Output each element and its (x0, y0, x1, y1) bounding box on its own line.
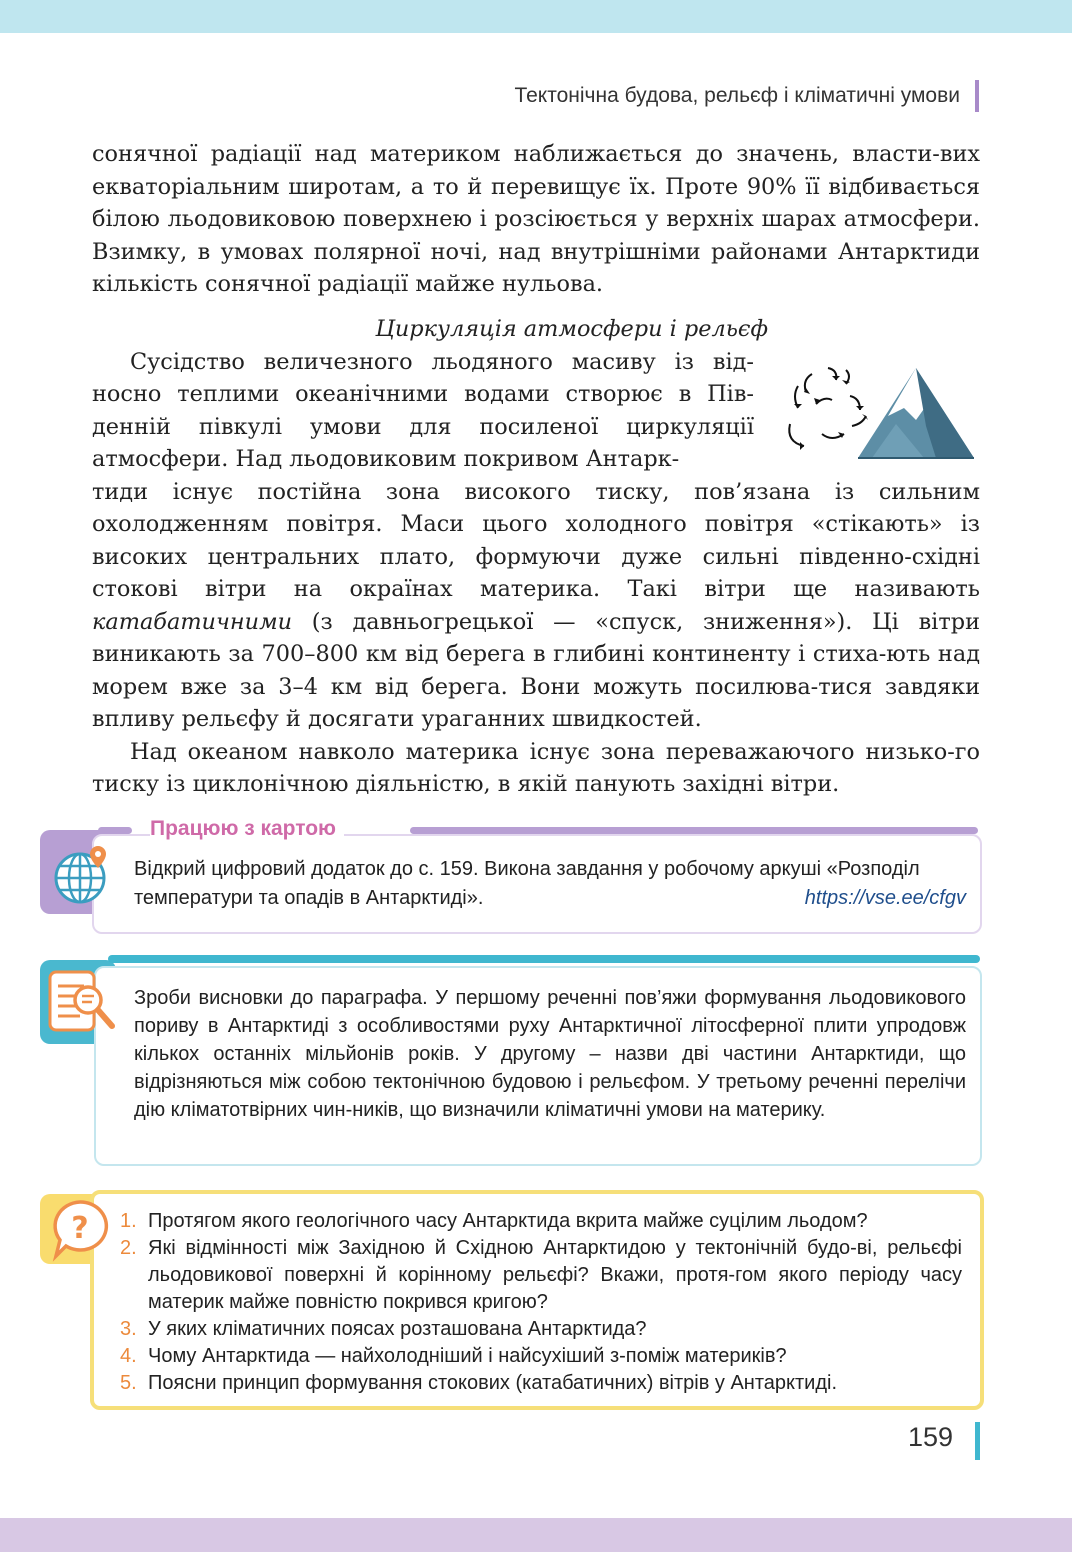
section-subheading: Циркуляція атмосфери і рельєф (375, 316, 768, 342)
top-color-band (0, 0, 1072, 33)
question-text: Які відмінності між Західною й Східною Антарктидою у тектонічній будо-ві, рельєфі льодовикової поверхні й корінному рельєфі? Вкажи, протя-гом якого періоду часу материк майже повністю покрився кригою? (148, 1237, 962, 1313)
term-katabatic: катабатичними (92, 608, 293, 635)
question-text: Протягом якого геологічного часу Антарктида вкрита майже суцілим льодом? (148, 1210, 868, 1232)
map-task-link[interactable]: https://vse.ee/cfgv (804, 887, 966, 909)
question-text: У яких кліматичних поясах розташована Антарктида? (148, 1318, 647, 1340)
question-bubble-icon (48, 1196, 112, 1266)
bottom-color-band (0, 1518, 1072, 1552)
header-accent-bar (975, 80, 979, 112)
question-item-3 (120, 1316, 962, 1343)
conclusion-text: Зроби висновки до параграфа. У першому реченні пов’яжи формування льодовикового пориву в Антарктиді з особливостями руху Антарктичної літосферної плити упродовж кількох останніх мільйонів років. У другому – назви дві частини Антарктиди, що відрізняються між собою тектонічною будовою і рельєфом. У третьому реченні перелічи дію кліматотвірних чин-ників, що визначили кліматичні умови на материку. (134, 987, 966, 1121)
mountain-wind-illustration (776, 356, 976, 468)
paragraph-2-part-b: (з давньогрецької — «спуск, зниження»). Ці вітри виникають за 700–800 км від берега в глибині континенту і стиха-ють над морем вже за 3–4 км від берега. Вони можуть посилюва-тися завдяки впливу рельєфу й досягати ураганних швидкостей. (92, 608, 980, 732)
map-task-topline-left (98, 827, 132, 834)
map-task-title: Працюю з картою (150, 817, 344, 841)
question-item-4 (120, 1343, 962, 1370)
document-magnifier-icon (44, 966, 124, 1042)
paragraph-2-continued (92, 476, 980, 736)
question-number: 3. (120, 1318, 137, 1340)
globe-pin-icon (50, 842, 116, 908)
paragraph-2-wrapped: Сусідство величезного льодяного масиву із від-носно теплими океанічними водами створює в Пів-денній півкулі умови для посиленої циркуляції атмосфери. Над льодовиковим покривом Антарк- (92, 348, 754, 472)
map-task-body (134, 855, 966, 913)
svg-text:?: ? (71, 1211, 89, 1246)
conclusion-topline (108, 955, 980, 963)
paragraph-intro (92, 138, 980, 301)
question-number: 5. (120, 1372, 137, 1394)
question-item-5 (120, 1370, 962, 1397)
map-task-topline (410, 827, 978, 834)
paragraph-1: сонячної радіації над материком наближається до значень, власти-вих екваторіальним широтам, а то й перевищує їх. Проте 90% її відбивається білою льодовиковою поверхнею і розсіюється у верхніх шарах атмосфери. Взимку, в умовах полярної ночі, над внутрішніми районами Антарктиди кількість сонячної радіації майже нульова. (92, 141, 980, 297)
question-number: 4. (120, 1345, 137, 1367)
questions-list (120, 1208, 962, 1397)
paragraph-2-part-a: тиди існує постійна зона високого тиску, пов’язана із сильним охолодженням повітря. Маси цього холодного повітря «стікають» із високих центральних плато, формуючи дуже сильні південно-східні стокові вітри на окраїнах материка. Такі вітри ще називають (92, 478, 980, 602)
wind-arrows-icon (789, 368, 866, 446)
question-text: Поясни принцип формування стокових (катабатичних) вітрів у Антарктиді. (148, 1372, 838, 1394)
question-number: 2. (120, 1237, 137, 1259)
page-number-accent-bar (975, 1422, 980, 1460)
question-number: 1. (120, 1210, 137, 1232)
running-header: Тектонічна будова, рельєф і кліматичні умови (514, 84, 960, 107)
mountain-icon (858, 368, 974, 458)
question-item-2 (120, 1235, 962, 1316)
question-item-1 (120, 1208, 962, 1235)
paragraph-3: Над океаном навколо материка існує зона переважаючого низько-го тиску із циклонічною діяльністю, в якій панують західні вітри. (92, 738, 980, 797)
map-task-text: Відкрий цифровий додаток до с. 159. Викона завдання у робочому аркуші «Розподіл температури та опадів в Антарктиді». (134, 858, 920, 909)
question-text: Чому Антарктида — найхолодніший і найсухіший з-поміж материків? (148, 1345, 787, 1367)
page-number: 159 (908, 1422, 954, 1452)
